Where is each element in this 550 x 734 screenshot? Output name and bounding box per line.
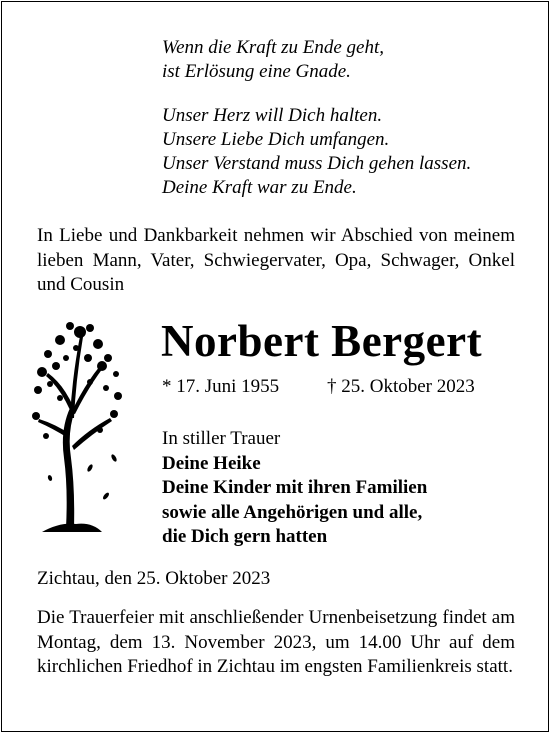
place-date: Zichtau, den 25. Oktober 2023: [37, 568, 271, 589]
mourners-header: In stiller Trauer: [162, 428, 281, 449]
death-date: † 25. Oktober 2023: [327, 376, 475, 397]
poem-line: Unser Verstand muss Dich gehen lassen.: [162, 153, 472, 174]
funeral-notice: Die Trauerfeier mit anschließender Urnenbeisetzung findet am Montag, dem 13. November 2023, um 14.00 Uhr auf dem kirchlichen Friedhof in Zichtau im engsten Familienkreis statt.: [37, 607, 515, 677]
tree-icon: [30, 318, 130, 540]
deceased-name: Norbert Bergert: [161, 316, 483, 366]
mourner-line: Deine Kinder mit ihren Familien: [162, 477, 428, 498]
intro-text: In Liebe und Dankbarkeit nehmen wir Abschied von meinem lieben Mann, Vater, Schwiegervater, Opa, Schwager, Onkel und Cousin: [37, 225, 515, 295]
mourner-line: sowie alle Angehörigen und alle,: [162, 501, 423, 523]
obituary-card: [1, 1, 549, 732]
mourner-line: die Dich gern hatten: [162, 526, 328, 547]
mourner-line: Deine Heike: [162, 452, 261, 474]
poem-line: Unsere Liebe Dich umfangen.: [162, 129, 390, 150]
poem-line: ist Erlösung eine Gnade.: [162, 61, 351, 82]
poem-line: Unser Herz will Dich halten.: [162, 105, 383, 126]
poem-stanza-1: [162, 36, 384, 84]
poem-line: Wenn die Kraft zu Ende geht,: [162, 37, 384, 58]
mourners-block: [162, 427, 427, 550]
poem-stanza-2: [162, 104, 471, 200]
poem-line: Deine Kraft war zu Ende.: [162, 177, 357, 198]
birth-date: * 17. Juni 1955: [162, 376, 280, 397]
